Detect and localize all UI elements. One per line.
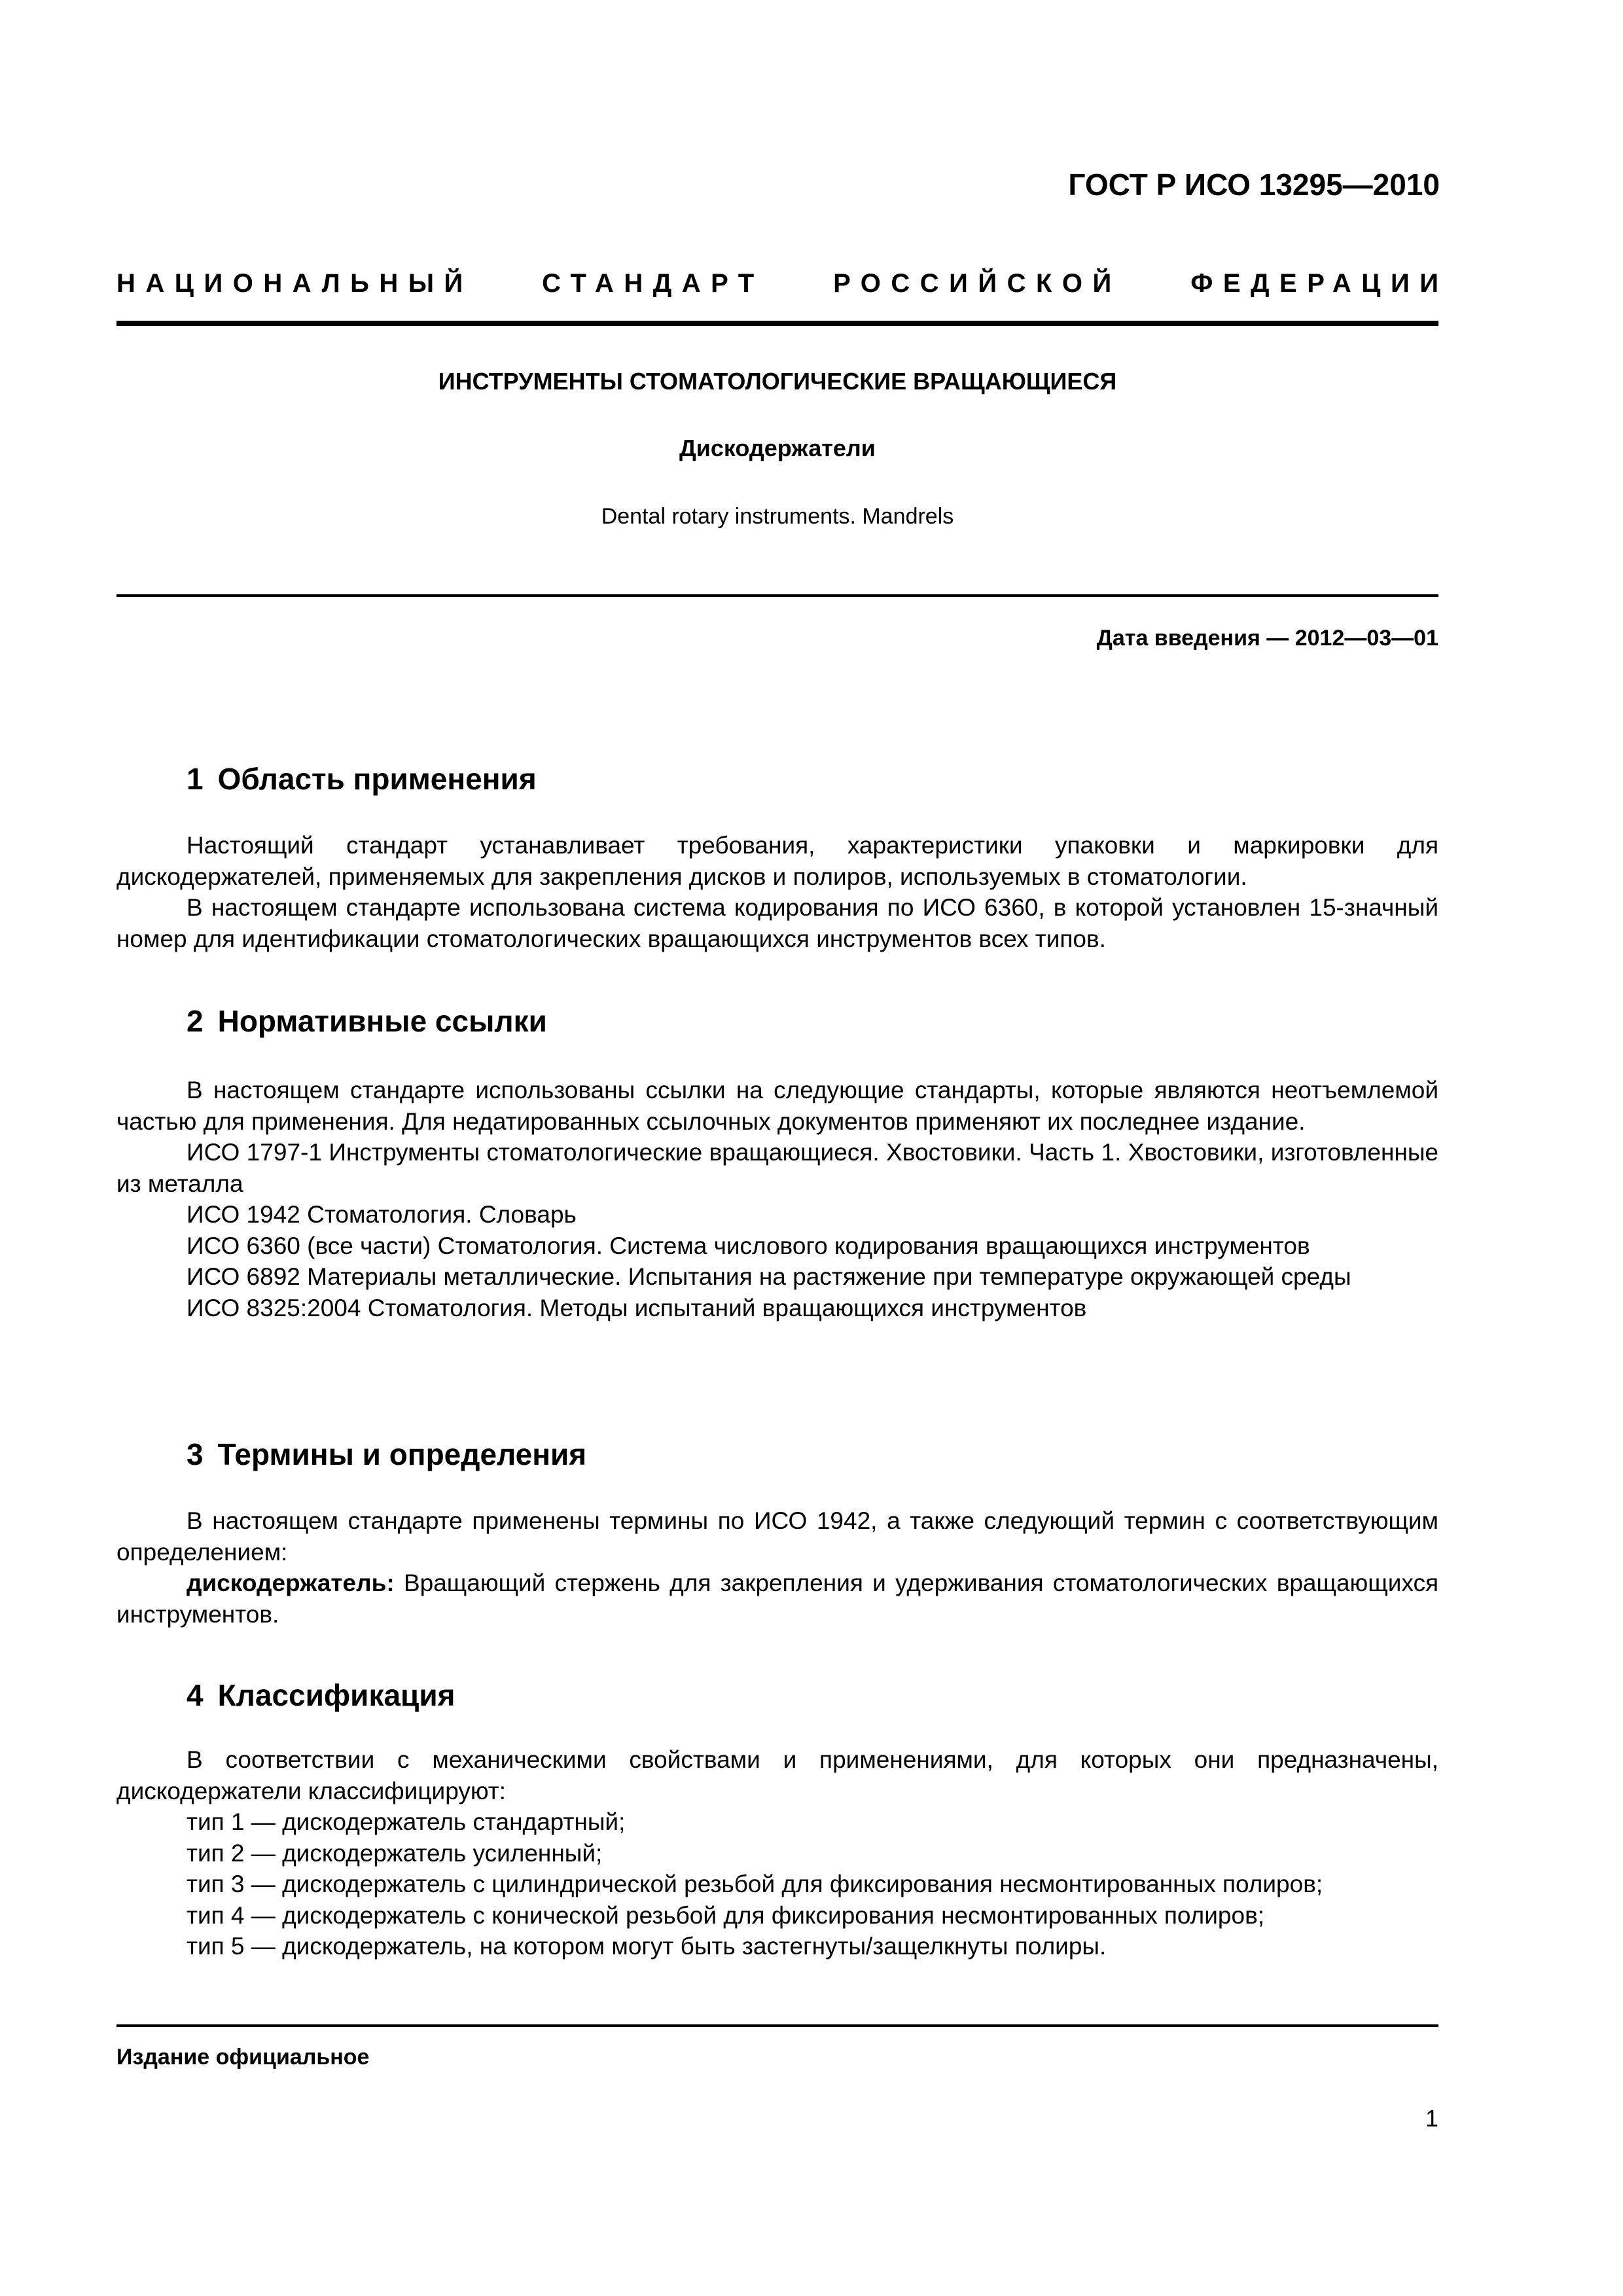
banner-word: СТАНДАРТ xyxy=(542,269,764,298)
reference-item: ИСО 1942 Стоматология. Словарь xyxy=(187,1201,577,1228)
edition-label: Издание официальное xyxy=(116,2045,370,2070)
document-title: ИНСТРУМЕНТЫ СТОМАТОЛОГИЧЕСКИЕ ВРАЩАЮЩИЕСЯ xyxy=(438,368,1117,395)
section-heading-3 xyxy=(187,1435,586,1474)
classification-item: тип 4 — дискодержатель с конической резьбой для фиксирования несмонтированных полиров; xyxy=(187,1901,1265,1929)
section-heading-1 xyxy=(187,759,537,798)
banner-word: ФЕДЕРАЦИИ xyxy=(1190,269,1449,298)
introduction-date: Дата введения — 2012—03—01 xyxy=(1096,626,1438,651)
reference-item: ИСО 1797-1 Инструменты стоматологические вращающиеся. Хвостовики. Часть 1. Хвостовики, изготовленные из металла xyxy=(116,1139,1438,1197)
header-divider xyxy=(116,321,1438,326)
definition: Вращающий стержень для закрепления и удерживания стоматологических вращающихся инструментов. xyxy=(116,1570,1438,1628)
reference-item: ИСО 8325:2004 Стоматология. Методы испытаний вращающихся инструментов xyxy=(187,1294,1087,1321)
section-title: Область применения xyxy=(217,762,537,796)
english-title: Dental rotary instruments. Mandrels xyxy=(601,504,954,529)
section-body-1 xyxy=(116,830,1438,954)
paragraph: В настоящем стандарте использована система кодирования по ИСО 6360, в которой установлен 15-значный номер для идентификации стоматологических вращающихся инструментов всех типов. xyxy=(116,894,1438,952)
title-divider xyxy=(116,594,1438,597)
section-body-3 xyxy=(116,1505,1438,1630)
section-title: Классификация xyxy=(217,1678,455,1712)
page-number: 1 xyxy=(1425,2105,1438,2132)
banner-word: РОССИЙСКОЙ xyxy=(833,269,1122,298)
section-number: 4 xyxy=(187,1678,204,1712)
footer-divider xyxy=(116,2024,1438,2027)
term-definition xyxy=(116,1568,1438,1630)
classification-item: тип 5 — дискодержатель, на котором могут быть застегнуты/защелкнуты полиры. xyxy=(187,1933,1107,1960)
reference-item: ИСО 6892 Материалы металлические. Испытания на растяжение при температуре окружающей среды xyxy=(187,1263,1351,1290)
term: дискодержатель: xyxy=(187,1570,395,1596)
paragraph: В настоящем стандарте применены термины по ИСО 1942, а также следующий термин с соответствующим определением: xyxy=(116,1507,1438,1566)
paragraph: Настоящий стандарт устанавливает требования, характеристики упаковки и маркировки для дискодержателей, применяемых для закрепления дисков и полиров, используемых в стоматологии. xyxy=(116,832,1438,890)
reference-item: ИСО 6360 (все части) Стоматология. Система числового кодирования вращающихся инструментов xyxy=(187,1232,1310,1259)
section-title: Нормативные ссылки xyxy=(217,1004,547,1038)
section-heading-2 xyxy=(187,1001,547,1041)
section-number: 2 xyxy=(187,1004,204,1038)
section-body-2 xyxy=(116,1075,1438,1323)
section-body-4 xyxy=(116,1744,1438,1962)
classification-item: тип 3 — дискодержатель с цилиндрической резьбой для фиксирования несмонтированных полиров; xyxy=(187,1871,1323,1897)
classification-item: тип 1 — дискодержатель стандартный; xyxy=(187,1808,626,1835)
section-number: 3 xyxy=(187,1437,204,1471)
section-title: Термины и определения xyxy=(217,1437,587,1471)
classification-item: тип 2 — дискодержатель усиленный; xyxy=(187,1839,603,1867)
document-subtitle: Дискодержатели xyxy=(679,435,876,461)
national-standard-banner xyxy=(116,265,1449,302)
banner-word: НАЦИОНАЛЬНЫЙ xyxy=(116,269,473,298)
section-heading-4 xyxy=(187,1676,455,1715)
document-number: ГОСТ Р ИСО 13295—2010 xyxy=(1068,168,1440,202)
section-number: 1 xyxy=(187,762,204,796)
paragraph: В настоящем стандарте использованы ссылки на следующие стандарты, которые являются неотъемлемой частью для применения. Для недатированных ссылочных документов применяют их последнее издание. xyxy=(116,1077,1438,1135)
paragraph: В соответствии с механическими свойствами и применениями, для которых они предназначены, дискодержатели классифицируют: xyxy=(116,1746,1438,1804)
